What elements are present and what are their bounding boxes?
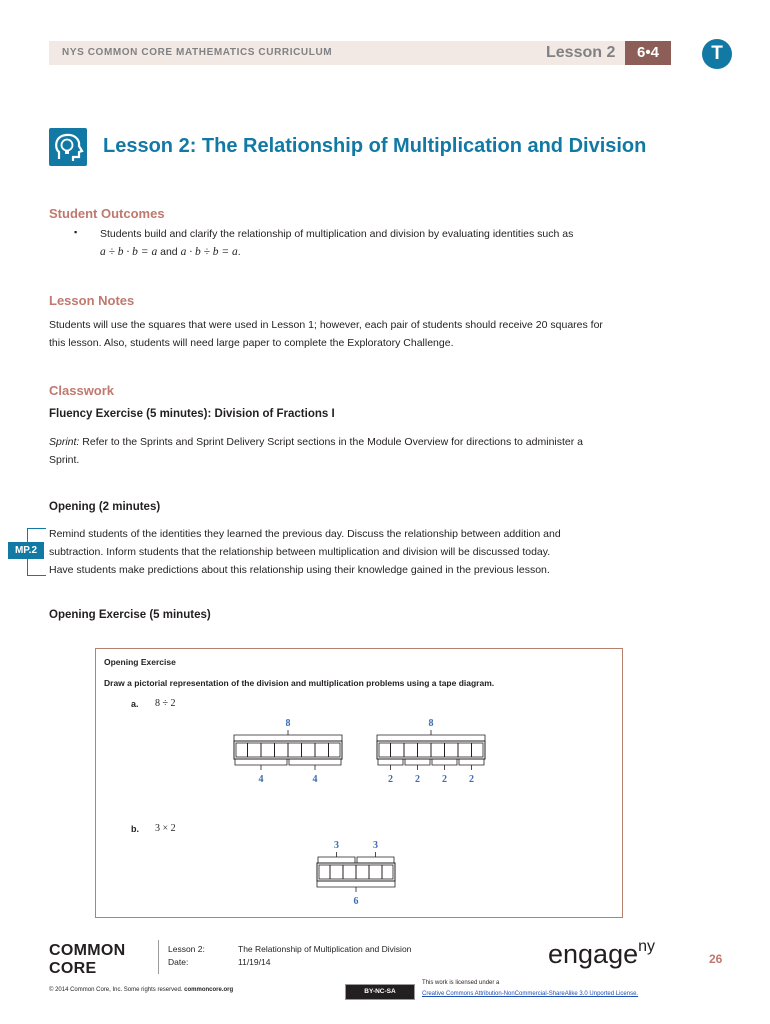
identity-2: a · b ÷ b = a xyxy=(180,246,238,258)
opening-line-2: subtraction. Inform students that the relationship between multiplication and division will be discussed today. xyxy=(49,546,551,558)
opening-line-3: Have students make predictions about this relationship using their knowledge gained in the previous lesson. xyxy=(49,564,550,576)
lesson-notes-line-1: Students will use the squares that were used in Lesson 1; however, each pair of students should receive 20 squares for xyxy=(49,319,603,331)
mp2-badge: MP.2 xyxy=(8,542,44,559)
engageny-logo xyxy=(548,938,655,970)
top-bracket xyxy=(318,857,355,863)
footer-lesson-value: The Relationship of Multiplication and Division xyxy=(238,944,412,954)
tape-bottom-label: 2 xyxy=(442,774,447,785)
classwork-heading: Classwork xyxy=(49,383,115,398)
tape-top-label: 8 xyxy=(285,718,291,729)
footer-lesson-label: Lesson 2: xyxy=(168,944,205,954)
tape-diagram-8-into-2 xyxy=(234,718,342,785)
ny-word: ny xyxy=(638,938,656,955)
lesson-label: Lesson 2 xyxy=(546,44,616,61)
grade-module-badge: 6•4 xyxy=(625,41,671,65)
bottom-bracket xyxy=(235,759,287,765)
lesson-notes-heading: Lesson Notes xyxy=(49,293,135,308)
footer-date-value: 11/19/14 xyxy=(238,957,271,967)
logo-line-2: CORE xyxy=(49,960,97,977)
top-bracket xyxy=(357,857,394,863)
copyright-text xyxy=(49,987,233,993)
item-b-expression: 3 × 2 xyxy=(155,823,176,834)
tape-bottom-label: 2 xyxy=(415,774,420,785)
opening-exercise-box xyxy=(95,648,623,918)
identity-and: and xyxy=(157,246,181,258)
tape-bottom-label: 2 xyxy=(388,774,393,785)
fluency-heading: Fluency Exercise (5 minutes): Division of Fractions I xyxy=(49,408,335,420)
top-bracket xyxy=(377,735,485,741)
license-link[interactable]: Creative Commons Attribution-NonCommercial-ShareAlike 3.0 Unported License. xyxy=(422,991,639,997)
opening-heading: Opening (2 minutes) xyxy=(49,501,161,513)
tape-top-label: 8 xyxy=(428,718,434,729)
item-a-expression: 8 ÷ 2 xyxy=(155,698,176,709)
tape-bottom-label: 4 xyxy=(312,774,318,785)
opening-exercise-heading: Opening Exercise (5 minutes) xyxy=(49,609,211,621)
common-core-logo xyxy=(49,942,125,978)
bottom-bracket xyxy=(317,881,395,887)
footer-divider xyxy=(158,940,159,974)
student-outcomes-heading: Student Outcomes xyxy=(49,206,165,221)
footer-date-label: Date: xyxy=(168,957,189,967)
page-number: 26 xyxy=(709,952,723,966)
logo-line-1: COMMON xyxy=(49,942,126,959)
top-bracket xyxy=(234,735,342,741)
identity-1: a ÷ b · b = a xyxy=(100,246,158,258)
cc-license-badge[interactable]: BY-NC-SA xyxy=(345,984,415,1000)
item-b-label: b. xyxy=(131,824,139,834)
tape-bottom-label: 6 xyxy=(353,896,359,907)
tape-top-label: 3 xyxy=(334,840,339,851)
opening-text xyxy=(49,525,689,579)
sprint-line-1: Refer to the Sprints and Sprint Delivery Script sections in the Module Overview for directions to administer a xyxy=(79,436,583,448)
curriculum-label: NYS COMMON CORE MATHEMATICS CURRICULUM xyxy=(62,47,333,58)
sprint-line-2: Sprint. xyxy=(49,454,80,466)
outcome-sentence: Students build and clarify the relationship of multiplication and division by evaluating identities such as xyxy=(100,228,574,240)
exercise-title: Opening Exercise xyxy=(104,657,176,667)
tape-diagram-8-into-4 xyxy=(377,718,485,785)
bottom-bracket xyxy=(405,759,430,765)
exercise-instruction: Draw a pictorial representation of the division and multiplication problems using a tape diagram. xyxy=(104,678,495,688)
sprint-label: Sprint: xyxy=(49,436,80,448)
tape-bottom-label: 4 xyxy=(258,774,264,785)
tape-diagram-3-times-2 xyxy=(317,840,395,907)
opening-line-1: Remind students of the identities they learned the previous day. Discuss the relationship between addition and xyxy=(49,528,561,540)
page-title: Lesson 2: The Relationship of Multiplication and Division xyxy=(103,135,647,157)
engage-word: engage xyxy=(548,939,639,969)
bottom-bracket xyxy=(432,759,457,765)
bullet-marker: ▪ xyxy=(74,227,78,237)
teacher-badge: T xyxy=(702,39,732,69)
copyright-line: © 2014 Common Core, Inc. Some rights reserved. xyxy=(49,987,183,993)
identity-end: . xyxy=(237,246,241,258)
item-a-label: a. xyxy=(131,699,139,709)
sprint-text xyxy=(49,433,689,469)
license-text: This work is licensed under a xyxy=(422,980,500,986)
bottom-bracket xyxy=(289,759,341,765)
lesson-notes-line-2: this lesson. Also, students will need large paper to complete the Exploratory Challenge. xyxy=(49,337,454,349)
tape-top-label: 3 xyxy=(373,840,378,851)
bottom-bracket xyxy=(459,759,484,765)
lightbulb-head-icon xyxy=(49,128,87,166)
bottom-bracket xyxy=(378,759,403,765)
copyright-link[interactable]: commoncore.org xyxy=(184,987,234,993)
tape-bottom-label: 2 xyxy=(469,774,474,785)
outcome-text xyxy=(100,225,700,261)
lesson-notes-text xyxy=(49,316,689,352)
tape-diagrams xyxy=(96,649,622,917)
